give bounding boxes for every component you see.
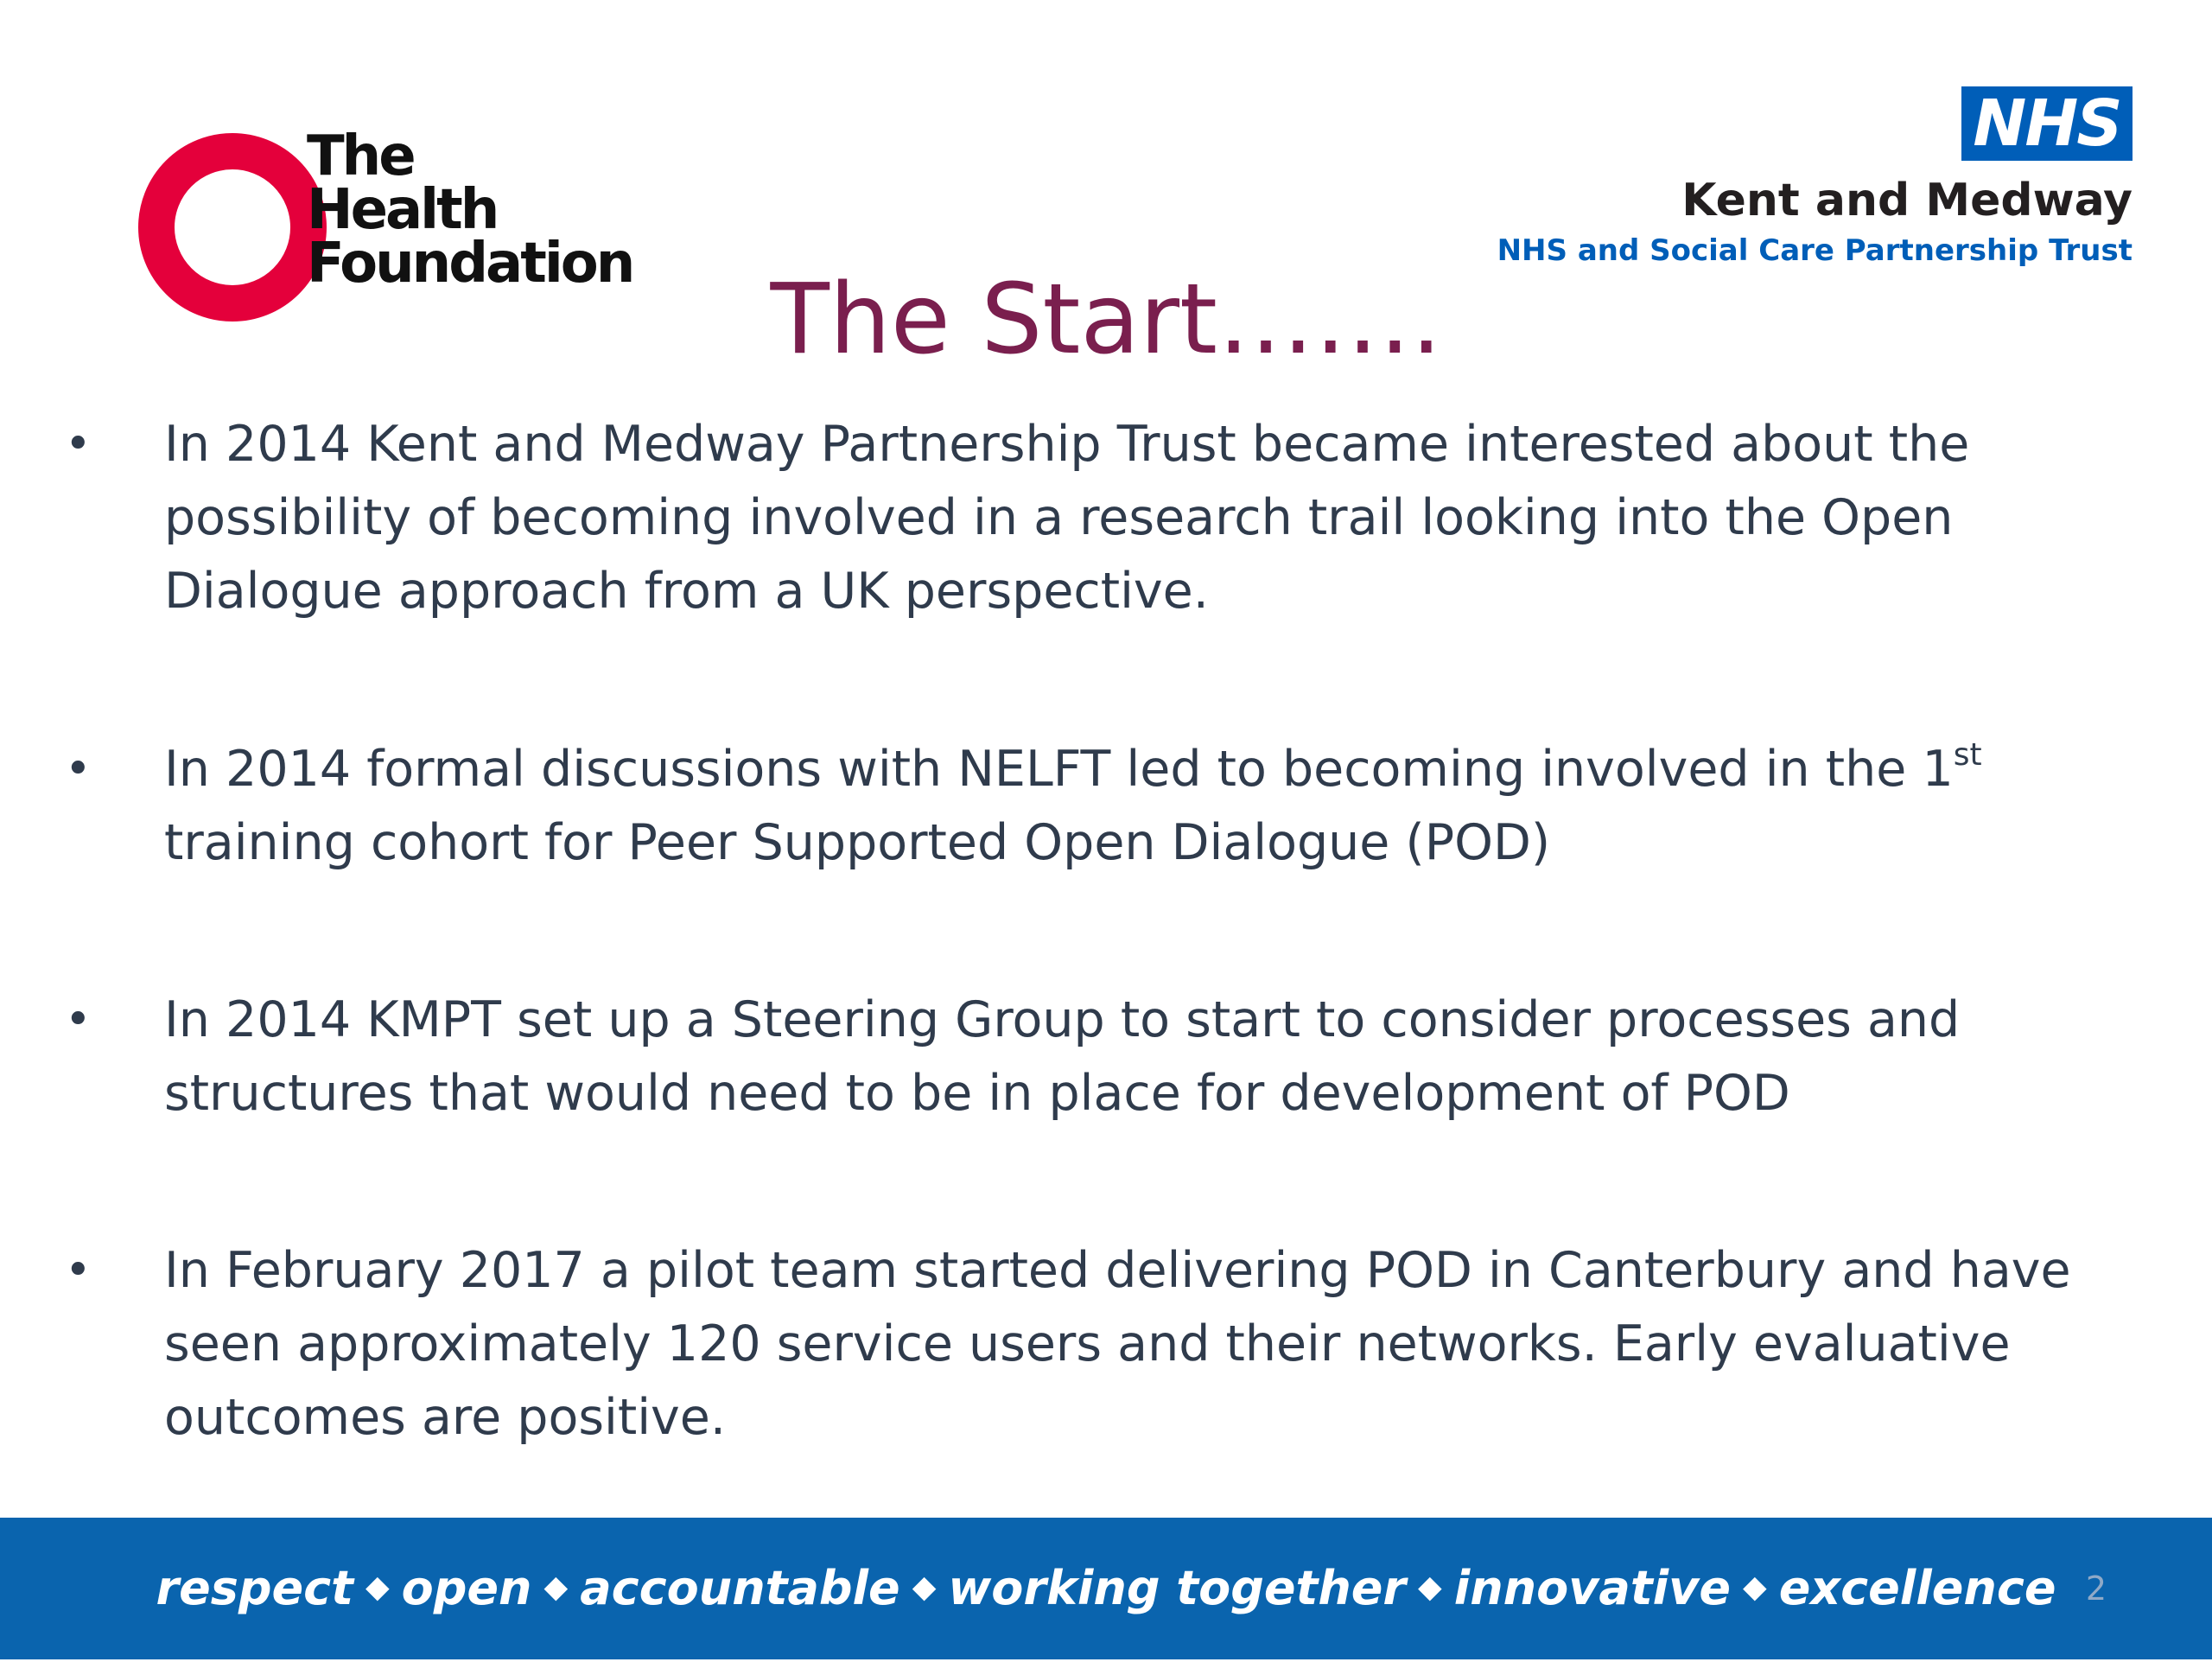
diamond-separator-icon: ◆	[1418, 1570, 1442, 1606]
nhs-logo	[1441, 86, 2133, 277]
bullet-marker: •	[65, 743, 92, 795]
bullet-marker: •	[65, 994, 92, 1046]
value-accountable: accountable	[580, 1561, 900, 1615]
diamond-separator-icon: ◆	[1743, 1570, 1767, 1606]
hf-line-1: The	[307, 124, 414, 188]
nhs-badge: NHS	[1961, 86, 2133, 161]
nhs-trust-subtitle: NHS and Social Care Partnership Trust	[1497, 233, 2133, 268]
bullet-item	[65, 733, 2108, 880]
bullet-text	[164, 733, 2108, 880]
diamond-separator-icon: ◆	[912, 1570, 937, 1606]
nhs-trust-name: Kent and Medway	[1681, 175, 2133, 226]
hf-line-3: Foundation	[307, 232, 633, 296]
footer-values	[0, 1518, 2212, 1659]
page-number: 2	[2085, 1570, 2107, 1608]
bullet-text-part: training cohort for Peer Supported Open Dialogue (POD)	[164, 814, 1551, 871]
value-working-together: working together	[948, 1561, 1407, 1615]
value-open: open	[401, 1561, 532, 1615]
bullet-marker: •	[65, 1245, 92, 1296]
bullet-text-part: In 2014 formal discussions with NELFT led to becoming involved in the 1	[164, 741, 1954, 798]
value-excellence: excellence	[1778, 1561, 2056, 1615]
bullet-text: In 2014 KMPT set up a Steering Group to start to consider processes and structures that would need to be in place for development of POD	[164, 991, 1961, 1122]
hf-line-2: Health	[307, 178, 498, 242]
slide-title: The Start…….	[770, 264, 1442, 376]
bullet-item	[65, 1234, 2108, 1455]
footer-bar	[0, 1518, 2212, 1659]
bullet-marker: •	[65, 418, 92, 470]
bullet-item	[65, 984, 2108, 1130]
diamond-separator-icon: ◆	[365, 1570, 390, 1606]
bullet-item	[65, 408, 2108, 628]
bullet-text: In 2014 Kent and Medway Partnership Trust became interested about the possibility of becoming involved in a research trail looking into the Open Dialogue approach from a UK perspective.	[164, 416, 1970, 620]
value-innovative: innovative	[1453, 1561, 1731, 1615]
value-respect: respect	[156, 1561, 353, 1615]
diamond-separator-icon: ◆	[543, 1570, 569, 1606]
bullet-superscript: st	[1953, 737, 1982, 773]
bullet-text: In February 2017 a pilot team started delivering POD in Canterbury and have seen approximately 120 service users and their networks. Early evaluative outcomes are positive.	[164, 1242, 2071, 1446]
